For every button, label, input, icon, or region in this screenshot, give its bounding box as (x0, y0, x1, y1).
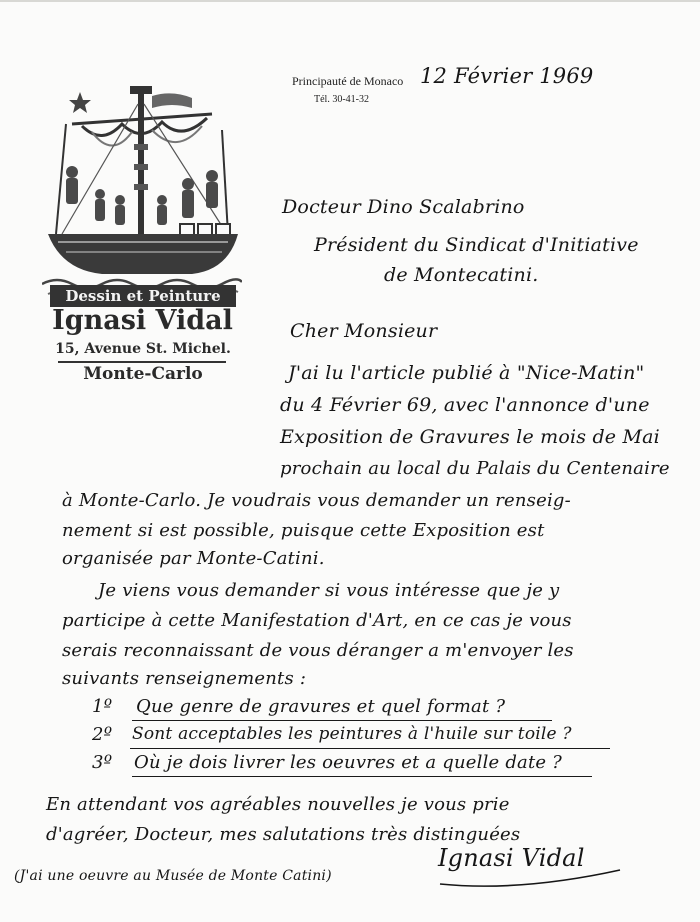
body-line: serais reconnaissant de vous déranger a m'envoyer les (62, 640, 574, 661)
letterhead-artist-name: Ignasi Vidal (52, 305, 233, 336)
recipient-title-line1: Président du Sindicat d'Initiative (314, 234, 639, 256)
signature: Ignasi Vidal (438, 844, 585, 872)
question-text: Où je dois livrer les oeuvres et a quelle date ? (134, 752, 563, 773)
body-line: prochain au local du Palais du Centenaire (280, 458, 670, 479)
body-line: organisée par Monte-Catini. (62, 548, 325, 569)
letterhead-street: 15, Avenue St. Michel. (55, 341, 231, 357)
postscript: (J'ai une oeuvre au Musée de Monte Catini) (14, 868, 332, 884)
body-line: participe à cette Manifestation d'Art, en ce cas je vous (62, 610, 572, 631)
question-underline (132, 720, 552, 721)
letterhead-city: Monte-Carlo (83, 364, 203, 384)
recipient-title-line2: de Montecatini. (384, 264, 539, 286)
letterhead-phone: Tél. 30-41-32 (314, 94, 369, 105)
closing-line: En attendant vos agréables nouvelles je vous prie (46, 794, 510, 815)
question-underline (132, 776, 592, 777)
ship-illustration (42, 84, 242, 304)
salutation: Cher Monsieur (290, 320, 438, 342)
letterhead-divider (58, 361, 226, 363)
letterhead-principality: Principauté de Monaco (292, 74, 404, 88)
question-number: 2º (92, 724, 113, 745)
letter-date: 12 Février 1969 (420, 64, 594, 88)
question-text: Que genre de gravures et quel format ? (136, 696, 506, 717)
question-underline (130, 748, 610, 749)
body-line: à Monte-Carlo. Je voudrais vous demander un renseig- (62, 490, 571, 511)
body-line: suivants renseignements : (62, 668, 307, 689)
signature-flourish (430, 862, 630, 892)
body-line: du 4 Février 69, avec l'annonce d'une (280, 394, 650, 416)
body-line: J'ai lu l'article publié à "Nice-Matin" (288, 362, 645, 384)
body-line: Exposition de Gravures le mois de Mai (280, 426, 660, 448)
question-number: 3º (92, 752, 113, 773)
letterhead-banner: Dessin et Peinture (50, 285, 236, 307)
body-line: nement si est possible, puisque cette Exposition est (62, 520, 545, 541)
question-number: 1º (92, 696, 113, 717)
closing-line: d'agréer, Docteur, mes salutations très distinguées (46, 824, 521, 845)
question-text: Sont acceptables les peintures à l'huile sur toile ? (132, 724, 572, 744)
body-line: Je viens vous demander si vous intéresse que je y (98, 580, 560, 601)
recipient-name: Docteur Dino Scalabrino (282, 196, 525, 218)
